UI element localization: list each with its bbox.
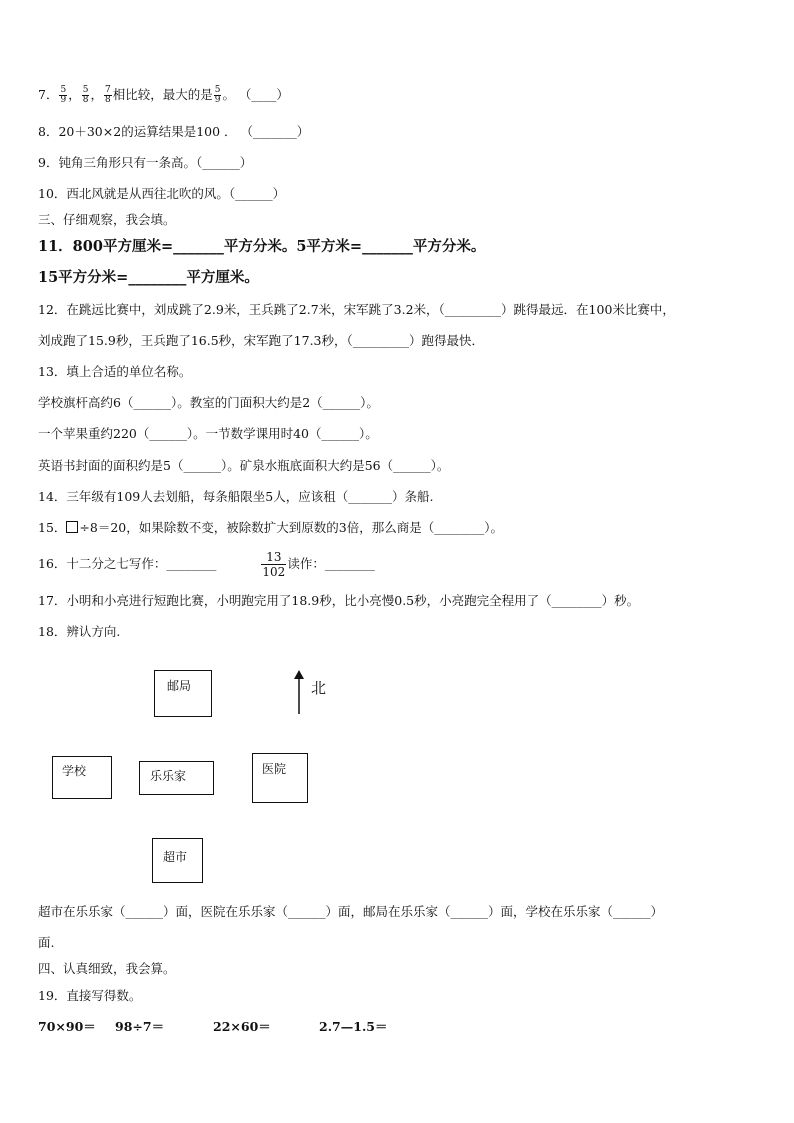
q15-text: ÷8＝20，如果除数不变，被除数扩大到原数的3倍，那么商是（________）。 (79, 520, 503, 535)
question-10: 10．西北风就是从西往北吹的风。（______） (38, 186, 286, 201)
fraction-7-8 (104, 86, 112, 105)
market-label: 超市 (163, 850, 188, 864)
question-13-a: 学校旗杆高约6（______）。教室的门面积大约是2（______）。 (38, 395, 379, 410)
direction-map (0, 660, 794, 890)
q7-number: 7． (38, 87, 59, 102)
q16-text-1: 16．十二分之七写作：________ (38, 556, 217, 571)
hospital-box (252, 753, 308, 803)
fraction-numerator: 7 (104, 85, 111, 95)
q15-number: 15． (38, 520, 67, 535)
question-13-b: 一个苹果重约220（______）。一节数学课用时40（______）。 (38, 426, 378, 441)
question-14: 14．三年级有109人去划船，每条船限坐5人，应该租（_______）条船. (38, 489, 434, 504)
q16-text-2: 读作：________ (287, 556, 375, 571)
fraction-numerator: 13 (261, 550, 286, 565)
north-arrow-icon (289, 670, 309, 720)
question-15 (38, 520, 503, 536)
question-16 (38, 548, 375, 580)
question-17: 17．小明和小亮进行短跑比赛，小明跑完用了18.9秒，比小亮慢0.5秒，小亮跑完全程用了（________）秒。 (38, 593, 640, 608)
separator: ， (68, 87, 81, 102)
calc-item: 2.7—1.5＝ (319, 1019, 388, 1034)
hospital-label: 医院 (262, 762, 287, 776)
school-label: 学校 (62, 764, 87, 778)
fraction-denominator: 9 (214, 95, 221, 105)
fraction-13-102 (261, 550, 286, 579)
fraction-denominator: 102 (262, 565, 286, 579)
question-7 (38, 86, 289, 105)
question-18-answer-line-2: 面. (38, 935, 55, 950)
question-12-line-2: 刘成跑了15.9秒，王兵跑了16.5秒，宋军跑了17.3秒，（_________）跑得最快． (38, 333, 484, 348)
fraction-denominator: 8 (82, 95, 89, 105)
fraction-5-9 (59, 86, 67, 105)
question-9: 9．钝角三角形只有一条高。（______） (38, 155, 253, 170)
separator: ， (90, 87, 103, 102)
question-18: 18．辨认方向. (38, 624, 121, 639)
question-8: 8．20＋30×2的运算结果是100 ． （_______） (38, 124, 310, 139)
post-office-box (154, 670, 212, 717)
calc-item: 22×60＝ (213, 1019, 271, 1034)
fraction-5-8 (82, 86, 90, 105)
fraction-numerator: 5 (214, 85, 221, 95)
section-4-heading: 四、认真细致，我会算。 (38, 961, 176, 976)
home-box (139, 761, 214, 795)
question-11-line-2: 15平方分米=________平方厘米。 (38, 269, 259, 286)
fraction-answer (214, 86, 222, 105)
calc-item: 98÷7＝ (115, 1019, 165, 1034)
fraction-denominator: 8 (104, 95, 111, 105)
fraction-numerator: 5 (60, 85, 67, 95)
q7-text: 相比较，最大的是 (112, 87, 213, 102)
fraction-denominator: 9 (60, 95, 67, 105)
post-office-label: 邮局 (167, 679, 192, 693)
home-label: 乐乐家 (150, 769, 187, 783)
question-13-c: 英语书封面的面积约是5（______）。矿泉水瓶底面积大约是56（______）。 (38, 458, 450, 473)
question-11-line-1: 11．800平方厘米=_______平方分米。5平方米=_______平方分米。 (38, 238, 486, 255)
calc-row (38, 1019, 399, 1035)
market-box (152, 838, 203, 883)
question-13: 13．填上合适的单位名称。 (38, 364, 192, 379)
q7-answer-blank: 。 （____） (222, 87, 289, 102)
empty-square-icon (66, 521, 78, 533)
school-box (52, 756, 112, 799)
fraction-numerator: 5 (82, 85, 89, 95)
north-label: 北 (311, 679, 327, 697)
calc-item: 70×90＝ (38, 1019, 96, 1034)
section-3-heading: 三、仔细观察，我会填。 (38, 212, 176, 227)
question-18-answer-line-1: 超市在乐乐家（______）面，医院在乐乐家（______）面，邮局在乐乐家（______）面，学校在乐乐家（______） (38, 904, 664, 919)
question-19: 19．直接写得数。 (38, 988, 142, 1003)
question-12-line-1: 12．在跳远比赛中，刘成跳了2.9米，王兵跳了2.7米，宋军跳了3.2米，（_________）跳得最远．在100米比赛中， (38, 302, 675, 317)
